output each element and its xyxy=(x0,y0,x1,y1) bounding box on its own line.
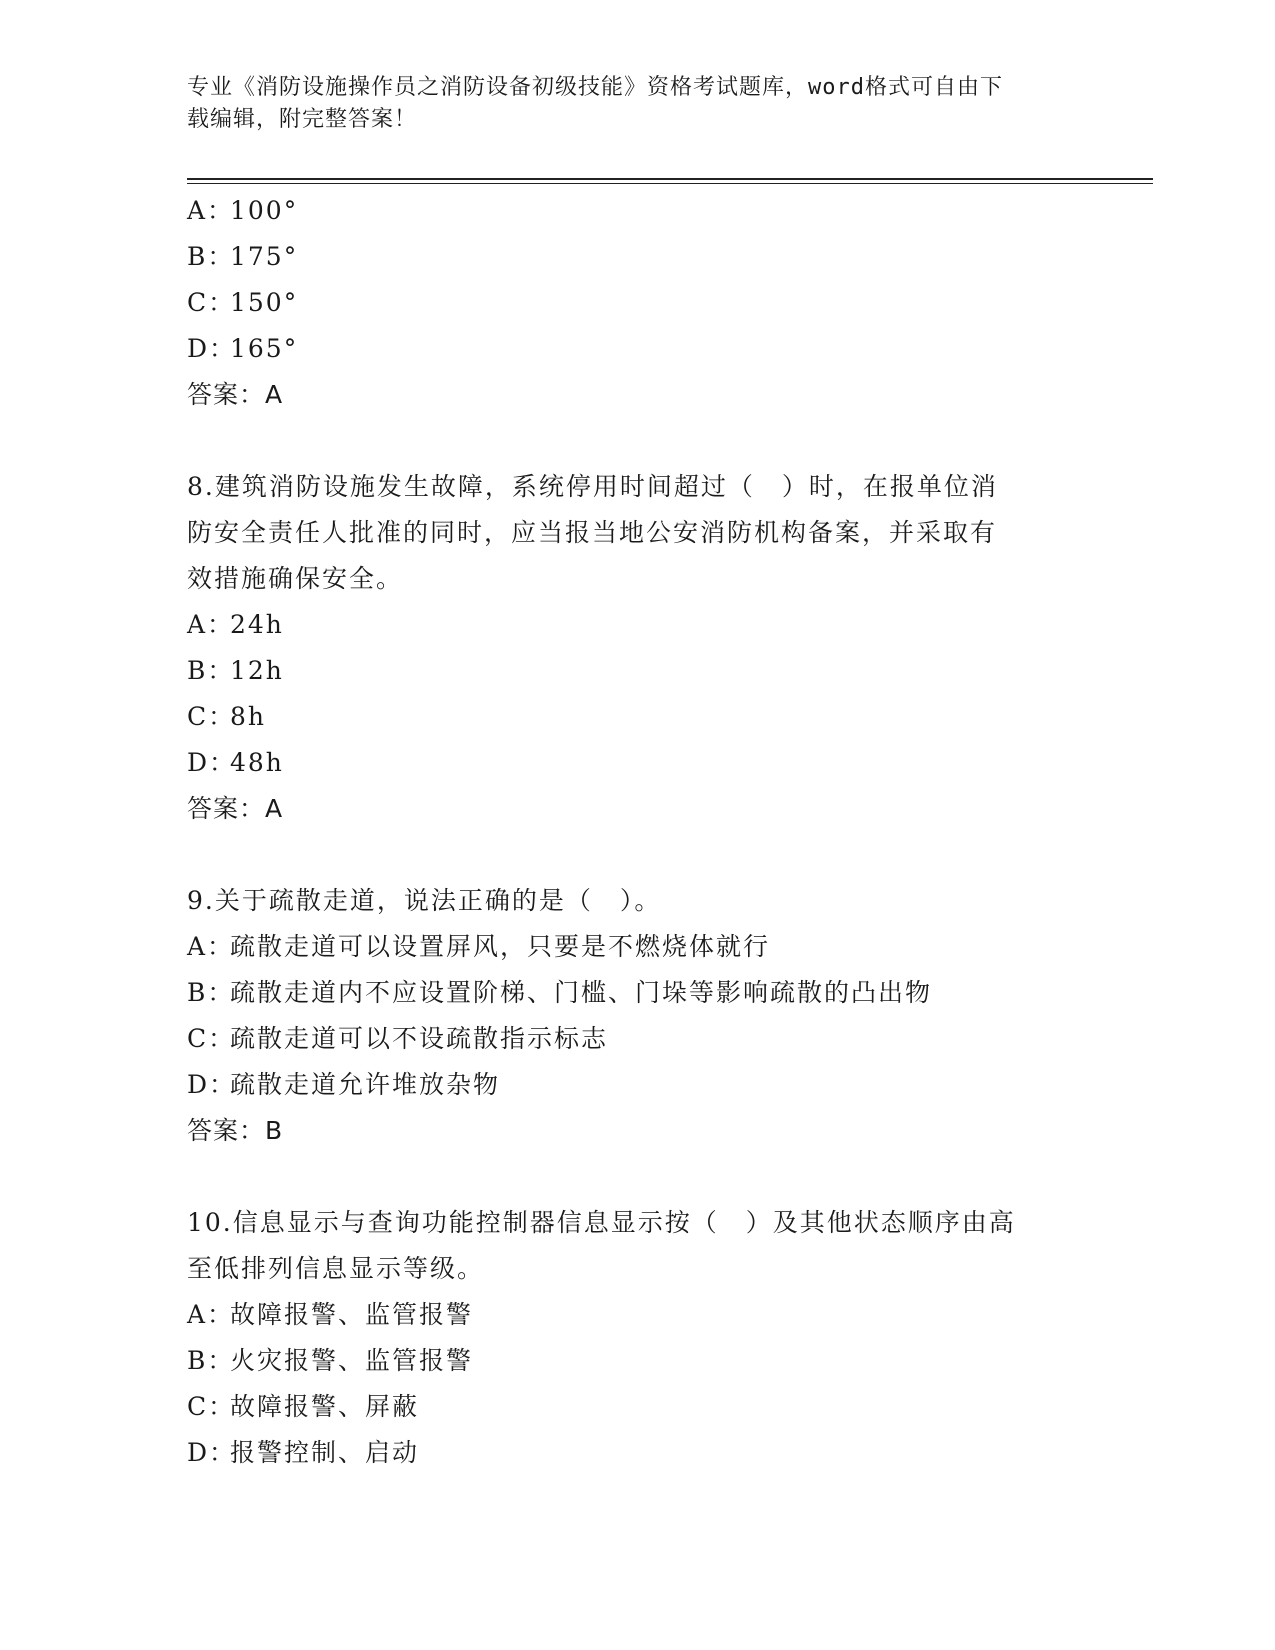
option-c xyxy=(187,1016,1087,1062)
option-text: 175° xyxy=(230,242,299,271)
question-stem-line: 10.信息显示与查询功能控制器信息显示按（ ）及其他状态顺序由高 xyxy=(187,1208,1016,1237)
option-c xyxy=(187,1384,1087,1430)
option-key: A： xyxy=(187,1300,235,1329)
option-key: A： xyxy=(187,610,235,639)
spacer xyxy=(187,832,1087,878)
option-key: C： xyxy=(187,1392,236,1421)
option-text: 48h xyxy=(230,748,284,777)
option-b xyxy=(187,970,1087,1016)
option-key: B： xyxy=(187,242,235,271)
option-text: 12h xyxy=(230,656,284,685)
page-header xyxy=(187,72,1087,136)
option-text: 疏散走道允许堆放杂物 xyxy=(230,1070,501,1099)
question-stem-line: 9.关于疏散走道，说法正确的是（ ）。 xyxy=(187,886,662,915)
header-line-1: 专业《消防设施操作员之消防设备初级技能》资格考试题库，word格式可自由下 xyxy=(187,75,1003,100)
option-key: C： xyxy=(187,702,236,731)
option-text: 8h xyxy=(230,702,267,731)
option-text: 疏散走道可以设置屏风，只要是不燃烧体就行 xyxy=(230,932,771,961)
option-key: A： xyxy=(187,932,235,961)
option-d xyxy=(187,740,1087,786)
option-key: C： xyxy=(187,288,236,317)
option-a xyxy=(187,188,1087,234)
question-9 xyxy=(187,878,1087,1154)
option-d xyxy=(187,1430,1087,1476)
option-key: B： xyxy=(187,978,235,1007)
option-a xyxy=(187,924,1087,970)
option-key: D： xyxy=(187,1070,237,1099)
option-text: 报警控制、启动 xyxy=(230,1438,420,1467)
question-stem-line: 8.建筑消防设施发生故障，系统停用时间超过（ ）时，在报单位消 xyxy=(187,472,998,501)
option-text: 故障报警、监管报警 xyxy=(230,1300,474,1329)
question-stem-line: 防安全责任人批准的同时，应当报当地公安消防机构备案，并采取有 xyxy=(187,518,998,547)
option-d xyxy=(187,1062,1087,1108)
option-c xyxy=(187,280,1087,326)
question-list xyxy=(187,188,1087,1476)
option-key: C： xyxy=(187,1024,236,1053)
option-text: 疏散走道内不应设置阶梯、门槛、门垛等影响疏散的凸出物 xyxy=(230,978,933,1007)
option-key: D： xyxy=(187,1438,237,1467)
question-10 xyxy=(187,1200,1087,1476)
question-7 xyxy=(187,188,1087,418)
option-b xyxy=(187,1338,1087,1384)
header-line-2: 载编辑，附完整答案！ xyxy=(187,107,418,132)
answer-line: 答案：B xyxy=(187,1116,284,1145)
option-text: 故障报警、屏蔽 xyxy=(230,1392,420,1421)
spacer xyxy=(187,418,1087,464)
option-text: 火灾报警、监管报警 xyxy=(230,1346,474,1375)
option-key: D： xyxy=(187,334,237,363)
option-b xyxy=(187,234,1087,280)
option-text: 24h xyxy=(230,610,284,639)
answer-line: 答案：A xyxy=(187,380,284,409)
option-key: A： xyxy=(187,196,235,225)
option-key: B： xyxy=(187,656,235,685)
header-rule-thick xyxy=(187,178,1153,180)
option-a xyxy=(187,1292,1087,1338)
question-stem-line: 效措施确保安全。 xyxy=(187,564,404,593)
option-a xyxy=(187,602,1087,648)
option-key: D： xyxy=(187,748,237,777)
option-text: 疏散走道可以不设疏散指示标志 xyxy=(230,1024,609,1053)
option-key: B： xyxy=(187,1346,235,1375)
header-rule-thin xyxy=(187,183,1153,184)
answer-line: 答案：A xyxy=(187,794,284,823)
spacer xyxy=(187,1154,1087,1200)
option-text: 150° xyxy=(230,288,299,317)
option-b xyxy=(187,648,1087,694)
option-text: 100° xyxy=(230,196,299,225)
option-text: 165° xyxy=(230,334,299,363)
option-c xyxy=(187,694,1087,740)
question-8 xyxy=(187,464,1087,832)
option-d xyxy=(187,326,1087,372)
question-stem-line: 至低排列信息显示等级。 xyxy=(187,1254,485,1283)
